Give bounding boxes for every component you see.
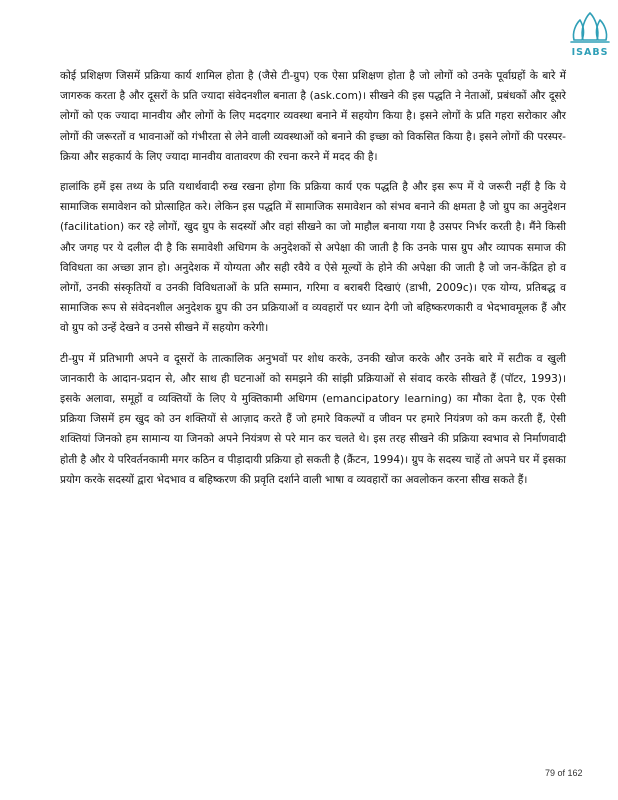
logo-emblem-icon: [568, 10, 612, 46]
isabs-logo: [568, 10, 612, 60]
paragraph-2: हालांकि हमें इस तथ्य के प्रति यथार्थवादी रुख रखना होगा कि प्रक्रिया कार्य एक पद्धति है और इस रूप में ये जरूरी नहीं है कि ये सामाजिक समावेशन को प्रोत्साहित करे। लेकिन इस पद्धति में सामाजिक समावेशन को संभव बनाने की क्षमता है जो ग्रुप का अनुदेशन (facilitation) कर रहे लोगों, खुद ग्रुप के सदस्यों और वहां सीखने का जो माहौल बनाया गया है उसपर निर्भर करती है। मैंने किसी और जगह पर ये दलील दी है कि समावेशी अधिगम के अनुदेशकों से अपेक्षा की जाती है कि उनके पास ग्रुप और व्यापक समाज की विविधता का अच्छा ज्ञान हो। अनुदेशक में योग्यता और सही रवैये व ऐसे मूल्यों के होने की अपेक्षा की जाती है जो जन-केंद्रित हो व लोगों, उनकी संस्कृतियों व उनकी विविधताओं के प्रति सम्मान, गरिमा व बराबरी दिखाएं (डाभी, 2009c)। एक योग्य, प्रतिबद्ध व सामाजिक रूप से संवेदनशील अनुदेशक ग्रुप की उन प्रक्रियाओं व व्यवहारों पर ध्यान देगी जो बहिष्करणकारी व भेदभावमूलक हैं और वो ग्रुप को उन्हें देखने व उनसे सीखने में सहयोग करेगी।: [60, 181, 566, 335]
document-body: [60, 66, 566, 500]
paragraph-3: टी-ग्रुप में प्रतिभागी अपने व दूसरों के तात्कालिक अनुभवों पर शोध करके, उनकी खोज करके और उनके बारे में सटीक व खुली जानकारी के आदान-प्रदान से, और साथ ही घटनाओं को समझने की सांझी प्रक्रियाओं से संवाद करके सीखते हैं (पॉटर, 1993)। इसके अलावा, समूहों व व्यक्तियों के लिए ये मुक्तिकामी अधिगम (emancipatory learning) का मौका देता है, एक ऐसी प्रक्रिया जिसमें हम खुद को उन शक्तियों से आज़ाद करते हैं जो हमारे विकल्पों व जीवन पर हमारे नियंत्रण को कम करती हैं, ऐसी शक्तियां जिनको हम सामान्य या जिनको अपने नियंत्रण से परे मान कर चलते थे। इस तरह सीखने की प्रक्रिया स्वभाव से निर्माणवादी होती है और ये परिवर्तनकामी मगर कठिन व पीड़ादायी प्रक्रिया हो सकती है (क्रैंटन, 1994)। ग्रुप के सदस्य चाहें तो अपने घर में इसका प्रयोग करके सदस्यों द्वारा भेदभाव व बहिष्करण की प्रवृति दर्शाने वाली भाषा व व्यवहारों का अवलोकन करना सीख सकते हैं।: [60, 352, 566, 486]
page-number: 79 of 162: [545, 768, 583, 778]
paragraph-1: कोई प्रशिक्षण जिसमें प्रक्रिया कार्य शामिल होता है (जैसे टी-ग्रुप) एक ऐसा प्रशिक्षण होता है जो लोगों को उनके पूर्वाग्रहों के बारे में जागरुक करता है और दूसरों के प्रति ज्यादा संवेदनशील बनाता है (ask.com)। सीखने की इस पद्धति ने नेताओं, प्रबंधकों और दूसरे लोगों को एक ज्यादा मानवीय और लोगों के लिए मददगार व्यवस्था बनाने में सहयोग किया है। इसने लोगों के प्रति गहरा सरोकार और लोगों की जरूरतों व भावनाओं को गंभीरता से लेने वाली व्यवस्थाओं को बनाने की इच्छा को विकसित किया है। इसने लोगों की परस्पर-क्रिया और सहकार्य के लिए ज्यादा मानवीय वातावरण की रचना करने में मदद की है।: [60, 70, 566, 163]
logo-text: ISABS: [571, 47, 609, 58]
